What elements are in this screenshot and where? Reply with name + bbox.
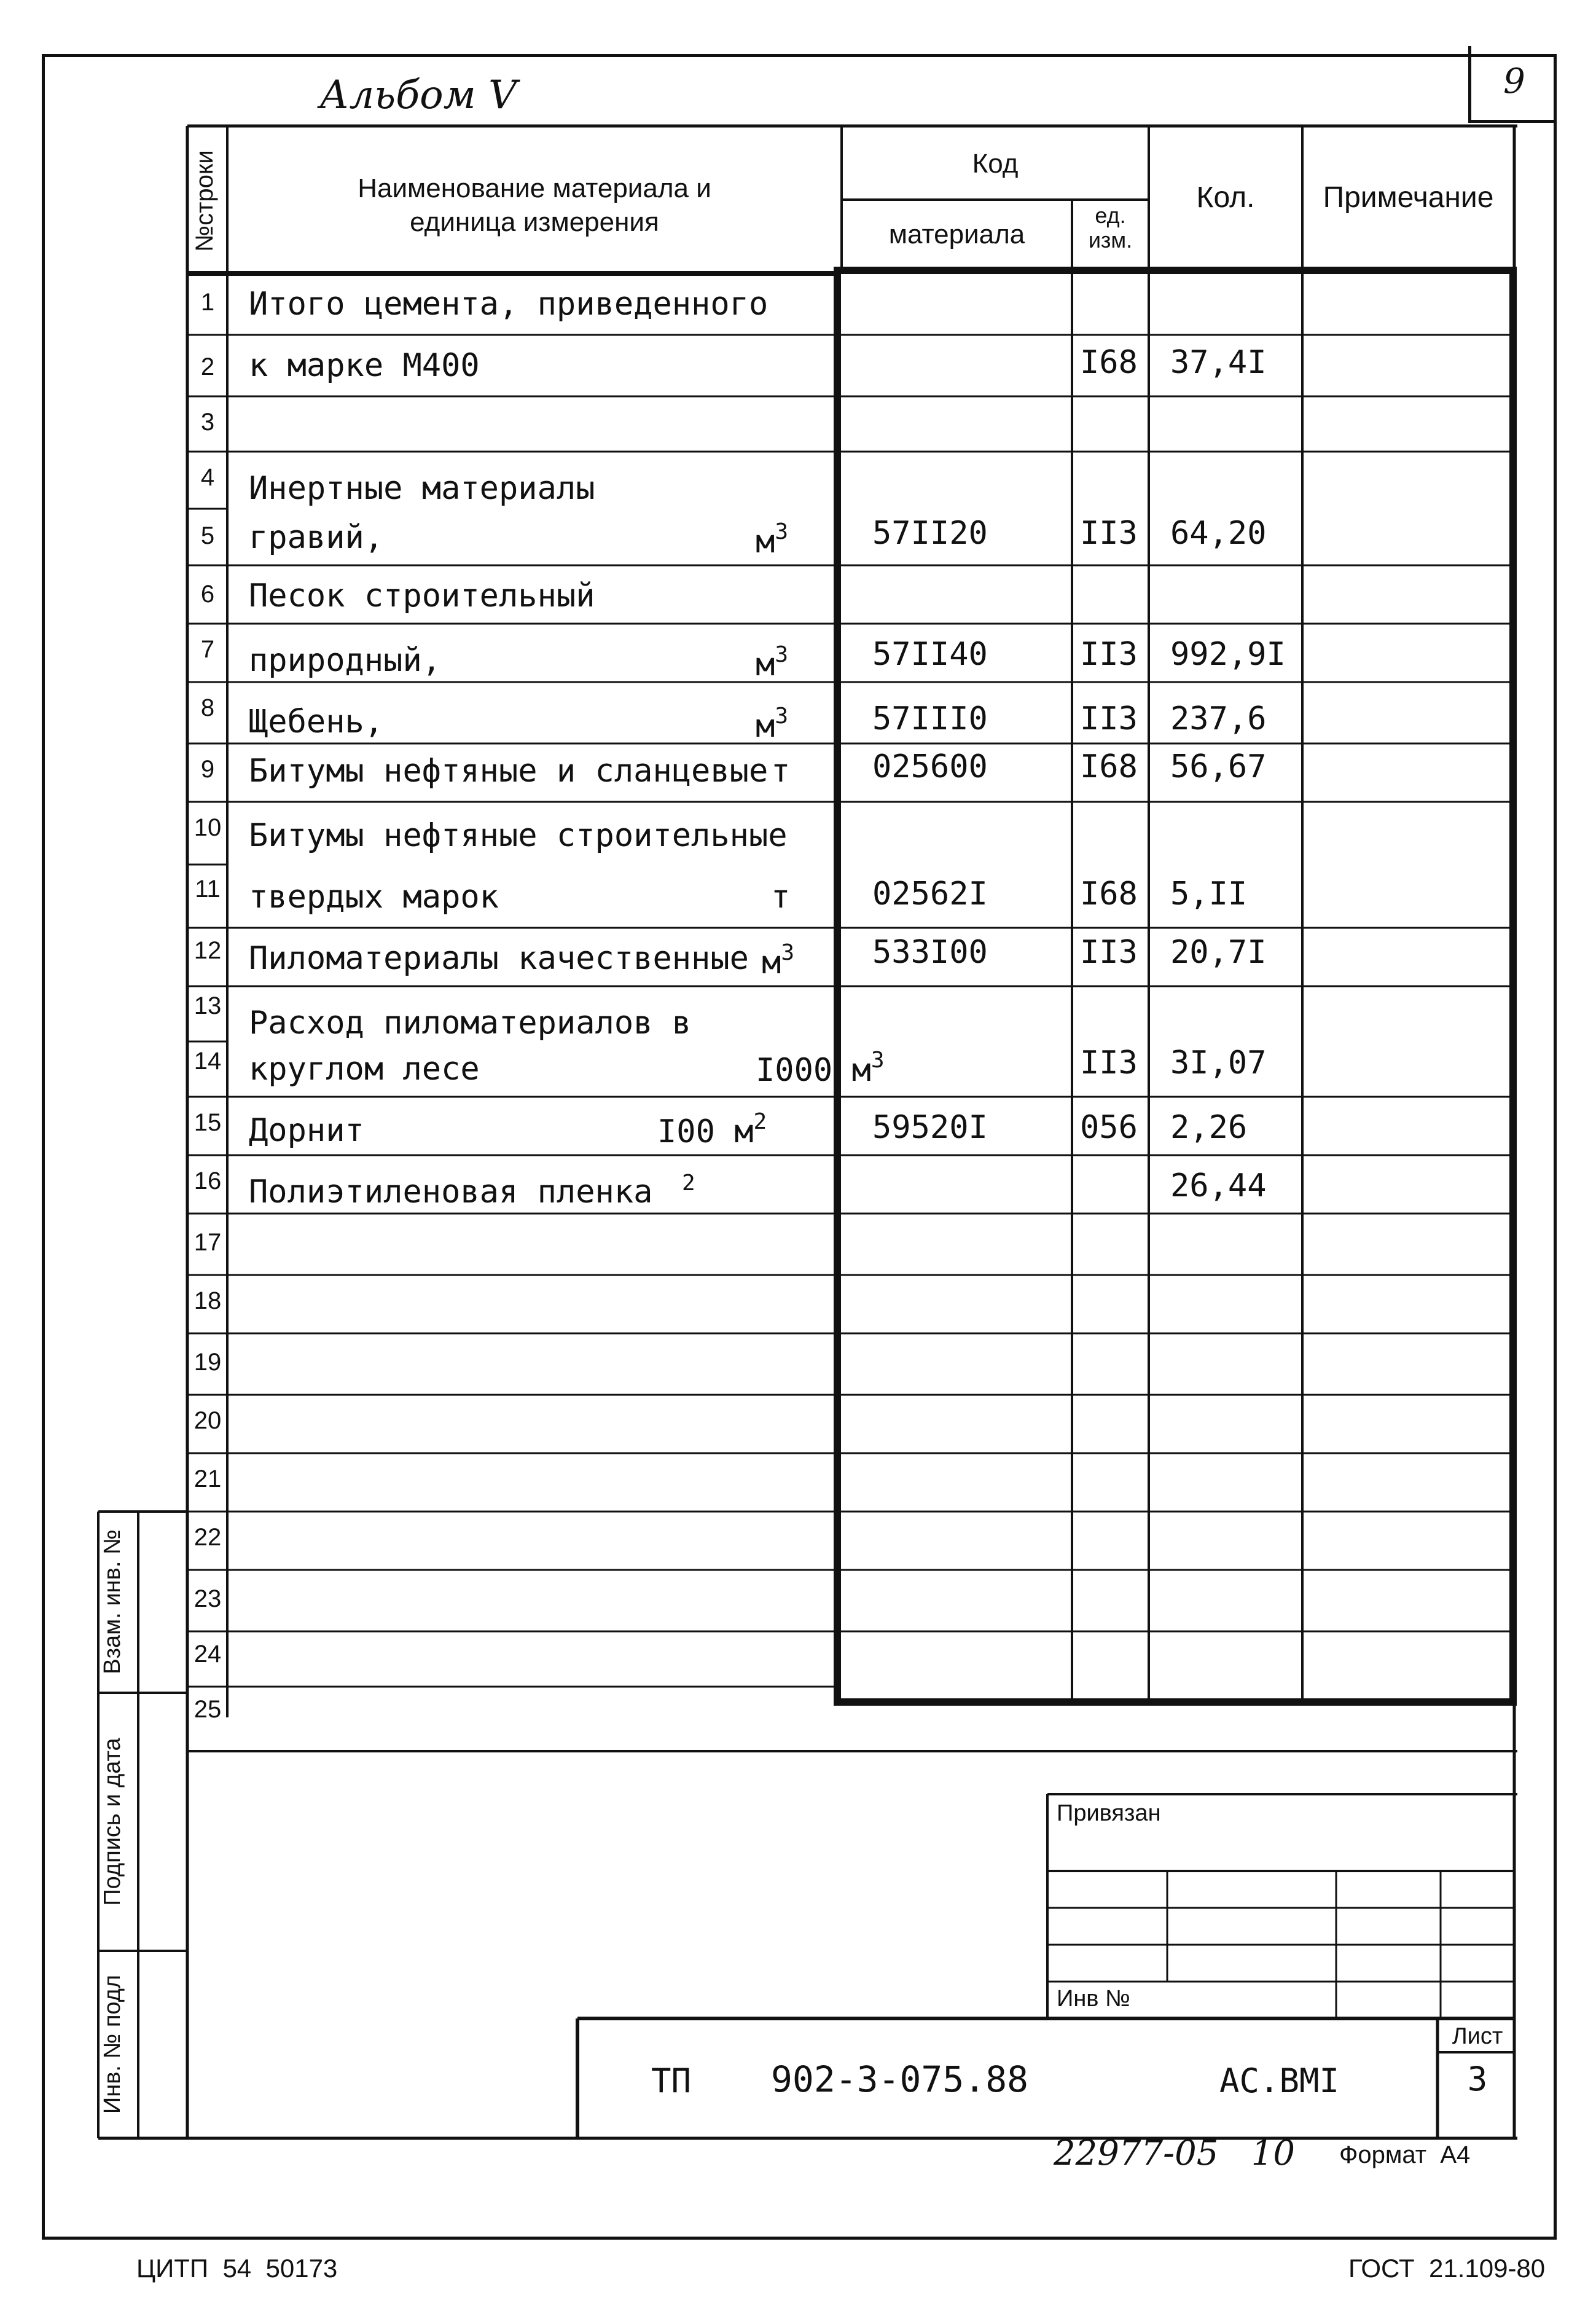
row-number: 24 (194, 1641, 222, 1668)
row-quantity: 5,II (1170, 876, 1248, 912)
row-unit-code: II3 (1080, 515, 1138, 552)
row-unit: 2 (682, 1171, 695, 1196)
row-number: 13 (194, 992, 222, 1019)
row-quantity: 20,7I (1170, 934, 1267, 971)
row-name: природный, (249, 642, 442, 679)
stamp-doc-code: 902-3-075.88 (771, 2058, 1029, 2100)
row-name: Полиэтиленовая пленка (249, 1174, 653, 1210)
row-material-code: 59520I (872, 1109, 988, 1146)
stamp-list-value: 3 (1467, 2060, 1488, 2098)
album-label: Альбом V (319, 73, 517, 118)
row-name: к марке М400 (249, 347, 480, 384)
row-unit-code: II3 (1080, 636, 1138, 673)
row-quantity: 237,6 (1170, 700, 1267, 737)
footer-left-code: ЦИТП 54 50173 (136, 2254, 338, 2283)
row-number: 22 (194, 1524, 222, 1551)
row-material-code: 57III0 (872, 700, 988, 737)
row-number: 3 (200, 409, 215, 436)
row-unit: т (771, 753, 791, 790)
row-name: Битумы нефтяные строительные (249, 817, 788, 854)
row-name: твердых марок (249, 879, 499, 916)
stamp-section: АС.ВМI (1219, 2061, 1340, 2100)
row-number: 25 (194, 1696, 222, 1723)
row-number: 21 (194, 1465, 222, 1492)
row-name: Инертные материалы (249, 470, 595, 507)
row-quantity: 26,44 (1170, 1167, 1267, 1204)
row-quantity: 64,20 (1170, 515, 1267, 552)
row-material-code: 57II40 (872, 636, 988, 673)
stamp-inv-no: Инв № (1057, 1986, 1130, 2012)
row-name: Расход пиломатериалов в (249, 1005, 692, 1041)
row-unit: т (771, 879, 791, 916)
row-unit: $м^3$ (756, 519, 788, 560)
row-unit-code: I68 (1080, 876, 1138, 912)
footer-right-standard: ГОСТ 21.109-80 (1348, 2254, 1546, 2283)
side-label-vzam: Взам. инв. № (100, 1529, 125, 1674)
side-label-podpis: Подпись и дата (100, 1738, 125, 1906)
row-name: круглом лесе (249, 1051, 480, 1088)
row-quantity: 2,26 (1170, 1109, 1248, 1146)
row-name: Дорнит (249, 1112, 364, 1149)
row-unit: I00 $м^2$ (657, 1109, 767, 1150)
row-unit-code: I68 (1080, 344, 1138, 381)
header-note: Примечание (1323, 181, 1494, 214)
row-unit: $м^3$ (756, 704, 788, 745)
row-quantity: 37,4I (1170, 344, 1267, 381)
page-number: 9 (1503, 61, 1525, 101)
row-number: 6 (200, 581, 215, 608)
row-number: 23 (194, 1585, 222, 1612)
row-unit: $м^3$ (762, 940, 794, 981)
footer-format: Формат А4 (1339, 2141, 1471, 2168)
row-name: гравий, (249, 519, 384, 556)
row-number: 18 (194, 1287, 222, 1314)
row-number: 7 (200, 636, 215, 663)
header-qty: Кол. (1196, 181, 1255, 214)
row-material-code: 02562I (872, 876, 988, 912)
row-number: 19 (194, 1349, 222, 1376)
row-quantity: 992,9I (1170, 636, 1286, 673)
header-unit-line2: изм. (1088, 227, 1133, 253)
header-unit-line1: ед. (1095, 203, 1126, 228)
row-number: 8 (200, 694, 215, 721)
header-name-line1: Наименование материала и (358, 173, 711, 203)
row-material-code: 57II20 (872, 515, 988, 552)
row-number: 12 (194, 937, 222, 964)
row-number: 9 (200, 756, 215, 783)
row-unit-code: II3 (1080, 1045, 1138, 1081)
row-number: 10 (194, 814, 222, 841)
row-number: 2 (200, 353, 215, 380)
footer-handwritten-number: 22977-05 10 (1054, 2133, 1295, 2173)
row-quantity: 3I,07 (1170, 1045, 1267, 1081)
header-row-number: №строки (191, 150, 218, 252)
row-unit-code: II3 (1080, 700, 1138, 737)
row-material-code: 025600 (872, 748, 988, 785)
row-number: 20 (194, 1407, 222, 1434)
stamp-tp: ТП (651, 2061, 692, 2100)
row-name: Пиломатериалы качественные (249, 940, 749, 977)
row-number: 16 (194, 1167, 222, 1194)
side-label-inv: Инв. № подл (100, 1974, 125, 2114)
row-number: 1 (200, 289, 215, 316)
header-code: Код (972, 149, 1019, 179)
row-name: Битумы нефтяные и сланцевые (249, 753, 769, 790)
row-material-code: 533I00 (872, 934, 988, 971)
row-quantity: 56,67 (1170, 748, 1267, 785)
row-number: 5 (200, 522, 215, 549)
row-unit: I000 $м^3$ (756, 1048, 885, 1089)
row-name: Щебень, (249, 704, 384, 740)
row-unit-code: II3 (1080, 934, 1138, 971)
header-name-line2: единица измерения (410, 207, 659, 237)
row-number: 17 (194, 1229, 222, 1256)
row-number: 4 (200, 464, 215, 491)
row-number: 14 (194, 1048, 222, 1075)
row-number: 11 (195, 876, 221, 903)
row-number: 15 (194, 1109, 222, 1136)
stamp-list-label: Лист (1452, 2023, 1503, 2049)
row-unit-code: I68 (1080, 748, 1138, 785)
row-name: Итого цемента, приведенного (249, 286, 769, 323)
stamp-privyazan: Привязан (1057, 1800, 1161, 1826)
row-unit-code: 056 (1080, 1109, 1138, 1146)
row-name: Песок строительный (249, 578, 595, 614)
row-unit: $м^3$ (756, 642, 788, 683)
header-material: материала (888, 219, 1025, 249)
